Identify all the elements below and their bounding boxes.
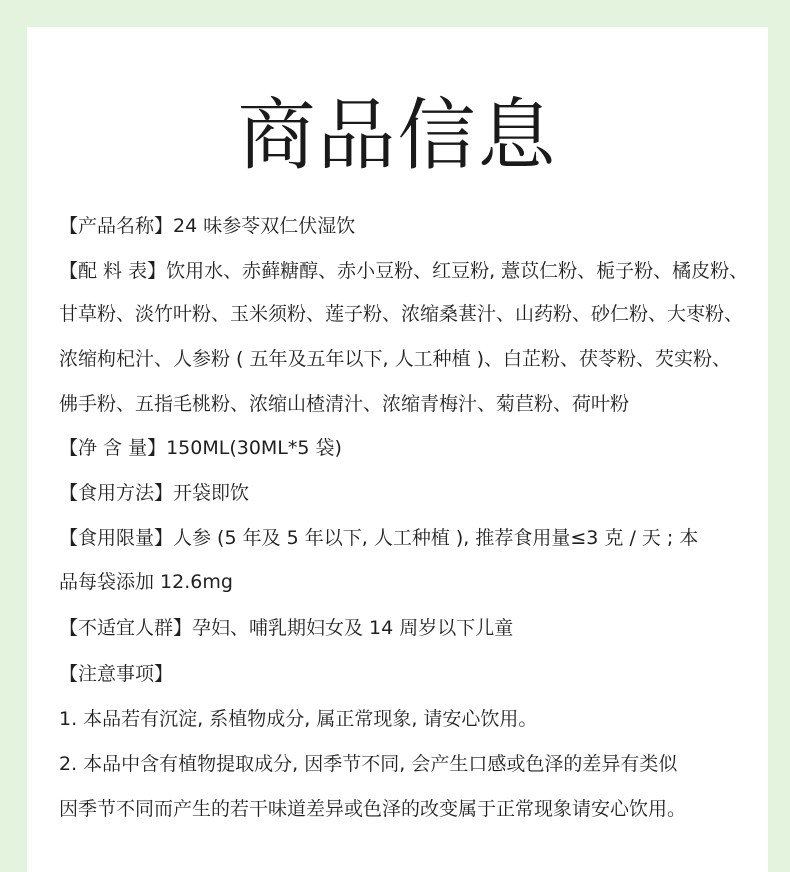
- product-info-card: [27, 27, 768, 872]
- info-line-ingredients-3: 浓缩枸杞汁、人参粉 ( 五年及五年以下, 人工种植 )、白芷粉、茯苓粉、芡实粉、: [59, 348, 732, 370]
- info-line-ingredients-2: 甘草粉、淡竹叶粉、玉米须粉、莲子粉、浓缩桑葚汁、山药粉、砂仁粉、大枣粉、: [59, 303, 744, 325]
- info-line-usage-limit-1: 【食用限量】人参 (5 年及 5 年以下, 人工种植 ), 推荐食用量≤3 克 / 天 ; 本: [59, 527, 699, 549]
- info-line-note-2b: 因季节不同而产生的若干味道差异或色泽的改变属于正常现象请安心饮用。: [59, 798, 687, 820]
- info-line-net-content: 【净 含 量】150ML(30ML*5 袋): [59, 437, 342, 459]
- info-line-unsuitable-groups: 【不适宜人群】孕妇、哺乳期妇女及 14 周岁以下儿童: [59, 617, 514, 639]
- info-line-ingredients-1: 【配 料 表】饮用水、赤藓糖醇、赤小豆粉、红豆粉, 薏苡仁粉、栀子粉、橘皮粉、: [59, 260, 749, 282]
- info-line-ingredients-4: 佛手粉、五指毛桃粉、浓缩山楂清汁、浓缩青梅汁、菊苣粉、荷叶粉: [59, 393, 630, 415]
- info-line-notes-heading: 【注意事项】: [59, 663, 174, 685]
- page-title: 商品信息: [237, 91, 558, 181]
- info-line-note-2a: 2. 本品中含有植物提取成分, 因季节不同, 会产生口感或色泽的差异有类似: [59, 753, 678, 775]
- info-line-usage-method: 【食用方法】开袋即饮: [59, 482, 250, 504]
- info-line-note-1: 1. 本品若有沉淀, 系植物成分, 属正常现象, 请安心饮用。: [59, 708, 538, 730]
- info-line-product-name: 【产品名称】24 味参苓双仁伏湿饮: [59, 215, 356, 237]
- info-line-usage-limit-2: 品每袋添加 12.6mg: [59, 571, 233, 593]
